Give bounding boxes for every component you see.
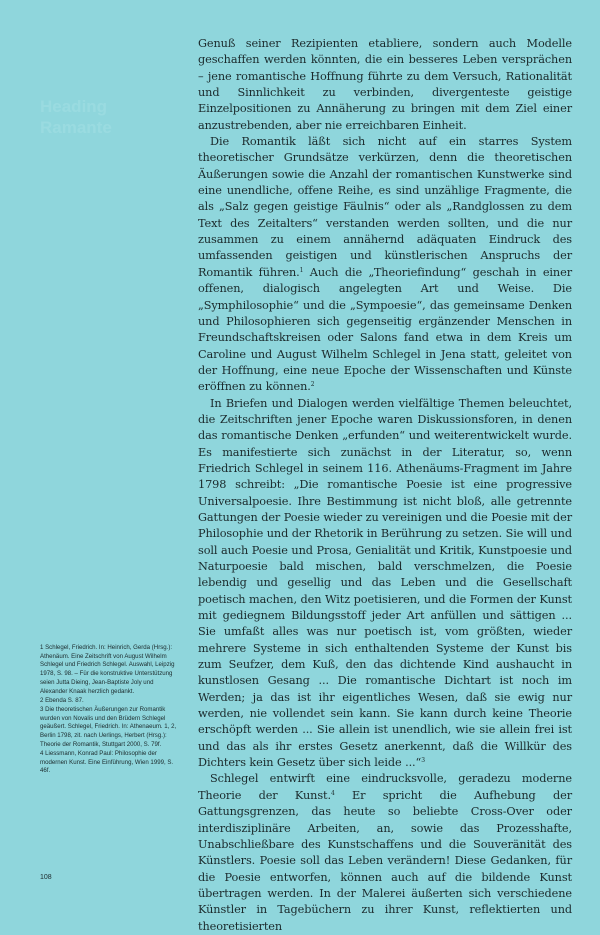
text-run: Genuß seiner Rezipienten etabliere, sondern auch Modelle geschaffen werden könnten, die ein besseres Leben versprächen – jene romantische Hoffnung führte zu dem Versuch, Rationalität und Sinnlichkeit zu verbinden, divergenteste geistige Einzelpositionen zu Annäherung zu bringen mit dem Ziel einer anzustrebenden, aber nie erreichbaren Einheit. (198, 37, 572, 132)
paragraph (198, 36, 572, 134)
footnote-marker: 3 (421, 757, 425, 765)
footnotes (40, 644, 182, 777)
footnote-marker: 4 (330, 789, 335, 797)
faded-heading-line: Heading (40, 97, 108, 116)
page-number: 108 (40, 874, 52, 881)
paragraph (198, 134, 572, 396)
footnote-marker: 1 (299, 266, 304, 274)
text-run: Auch die „Theoriefindung“ geschah in einer offenen, dialogisch angelegten Art und Weise. Die „Symphilosophie“ und die „Sympoesie“, das gemeinsame Denken und Philosophieren sich gegenseitig ergänzender Menschen in Freundschaftskreisen oder Salons fand etwa in dem Kreis um Caroline und August Wilhelm Schlegel in Jena statt, geleitet von der Hoffnung, eine neue Epoche der Wissenschaften und Künste eröffnen zu können. (198, 265, 572, 394)
footnote: 1 Schlegel, Friedrich. In: Heinrich, Gerda (Hrsg.): Athenäum. Eine Zeitschrift von August Wilhelm Schlegel und Friedrich Schlegel. Auswahl, Leipzig 1978, S. 98. – Für die konstruktive Unterstützung seien Jutta Dieing, Jean-Baptiste Joly und Alexander Knaak herzlich gedankt. (40, 644, 175, 695)
text-run: Die Romantik läßt sich nicht auf ein starres System theoretischer Grundsätze verkürzen, denn die theoretischen Äußerungen sowie die Anzahl der romantischen Kunstwerke sind eine unendliche, offene Reihe, es sind unzählige Fragmente, die als „Salz gegen geistige Fäulnis“ oder als „Randglossen zu dem Text des Zeitalters“ verstanden werden sollten, und die nur zusammen zu einem annähernd adäquaten Eindruck des umfassenden geistigen und künstlerischen Anspruchs der Romantik führen. (198, 135, 572, 279)
faded-heading (40, 96, 180, 138)
footnote: 3 Die theoretischen Äußerungen zur Romantik wurden von Novalis und den Brüdern Schlegel geäußert. Schlegel, Friedrich. In: Athenaeum. 1, 2, Berlin 1798, zit. nach Uerlings, Herbert (Hrsg.): Theorie der Romantik, Stuttgart 2000, S. 79f. (40, 705, 177, 748)
paragraph (198, 771, 572, 934)
faded-heading-line: Ramante (40, 118, 112, 137)
text-run: Schlegel entwirft eine eindrucksvolle, geradezu moderne Theorie der Kunst. (198, 772, 572, 802)
body-text (198, 36, 572, 935)
footnote: 2 Ebenda S. 87. (40, 696, 84, 704)
footnote-marker: 2 (310, 381, 315, 389)
text-run: In Briefen und Dialogen werden vielfältige Themen beleuchtet, die Zeitschriften jener Epoche waren Diskussionsforen, in denen das romantische Denken „erfunden“ und weiterentwickelt wurde. Es manifestierte sich zunächst in der Literatur, so, wenn Friedrich Schlegel in seinem 116. Athenäums-Fragment im Jahre 1798 schreibt: „Die romantische Poesie ist eine progressive Universalpoesie. Ihre Bestimmung ist nicht bloß, alle getrennte Gattungen der Poesie wieder zu vereinigen und die Poesie mit der Philosophie und der Rhetorik in Berührung zu setzen. Sie will und soll auch Poesie und Prosa, Genialität und Kritik, Kunstpoesie und Naturpoesie bald mischen, bald verschmelzen, die Poesie lebendig und gesellig und das Leben und die Gesellschaft poetisch machen, den Witz poetisieren, und die Formen der Kunst mit gediegnem Bildungsstoff jeder Art anfüllen und sättigen ... Sie umfaßt alles was nur poetisch ist, vom größten, wieder mehrere Systeme in sich enthaltenden Systeme der Kunst bis zum Seufzer, dem Kuß, den das dichtende Kind aushaucht in kunstlosen Gesang ... Die romantische Dichtart ist noch im Werden; ja das ist ihr eigentliches Wesen, daß sie ewig nur werden, nie vollendet sein kann. Sie kann durch keine Theorie erschöpft werden ... Sie allein ist unendlich, wie sie allein frei ist und das als ihr erstes Gesetz anerkennt, daß die Willkür des Dichters kein Gesetz über sich leide ...“ (198, 396, 572, 770)
footnote: 4 Liessmann, Konrad Paul: Philosophie der modernen Kunst. Eine Einführung, Wien 1999, S. 46f. (40, 749, 174, 775)
text-run: Er spricht die Aufhebung der Gattungsgrenzen, das heute so beliebte Cross-Over oder interdisziplinäre Arbeiten, an, sowie das Prozesshafte, Unabschließbare des Kunstschaffens und die Souveränität des Künstlers. Poesie soll das Leben verändern! Diese Gedanken, für die Poesie entworfen, können auch auf die bildende Kunst übertragen werden. In der Malerei äußerten sich verschiedene Künstler in Tagebüchern zu ihrer Kunst, reflektierten und theoretisierten (198, 788, 572, 933)
paragraph (198, 396, 572, 772)
